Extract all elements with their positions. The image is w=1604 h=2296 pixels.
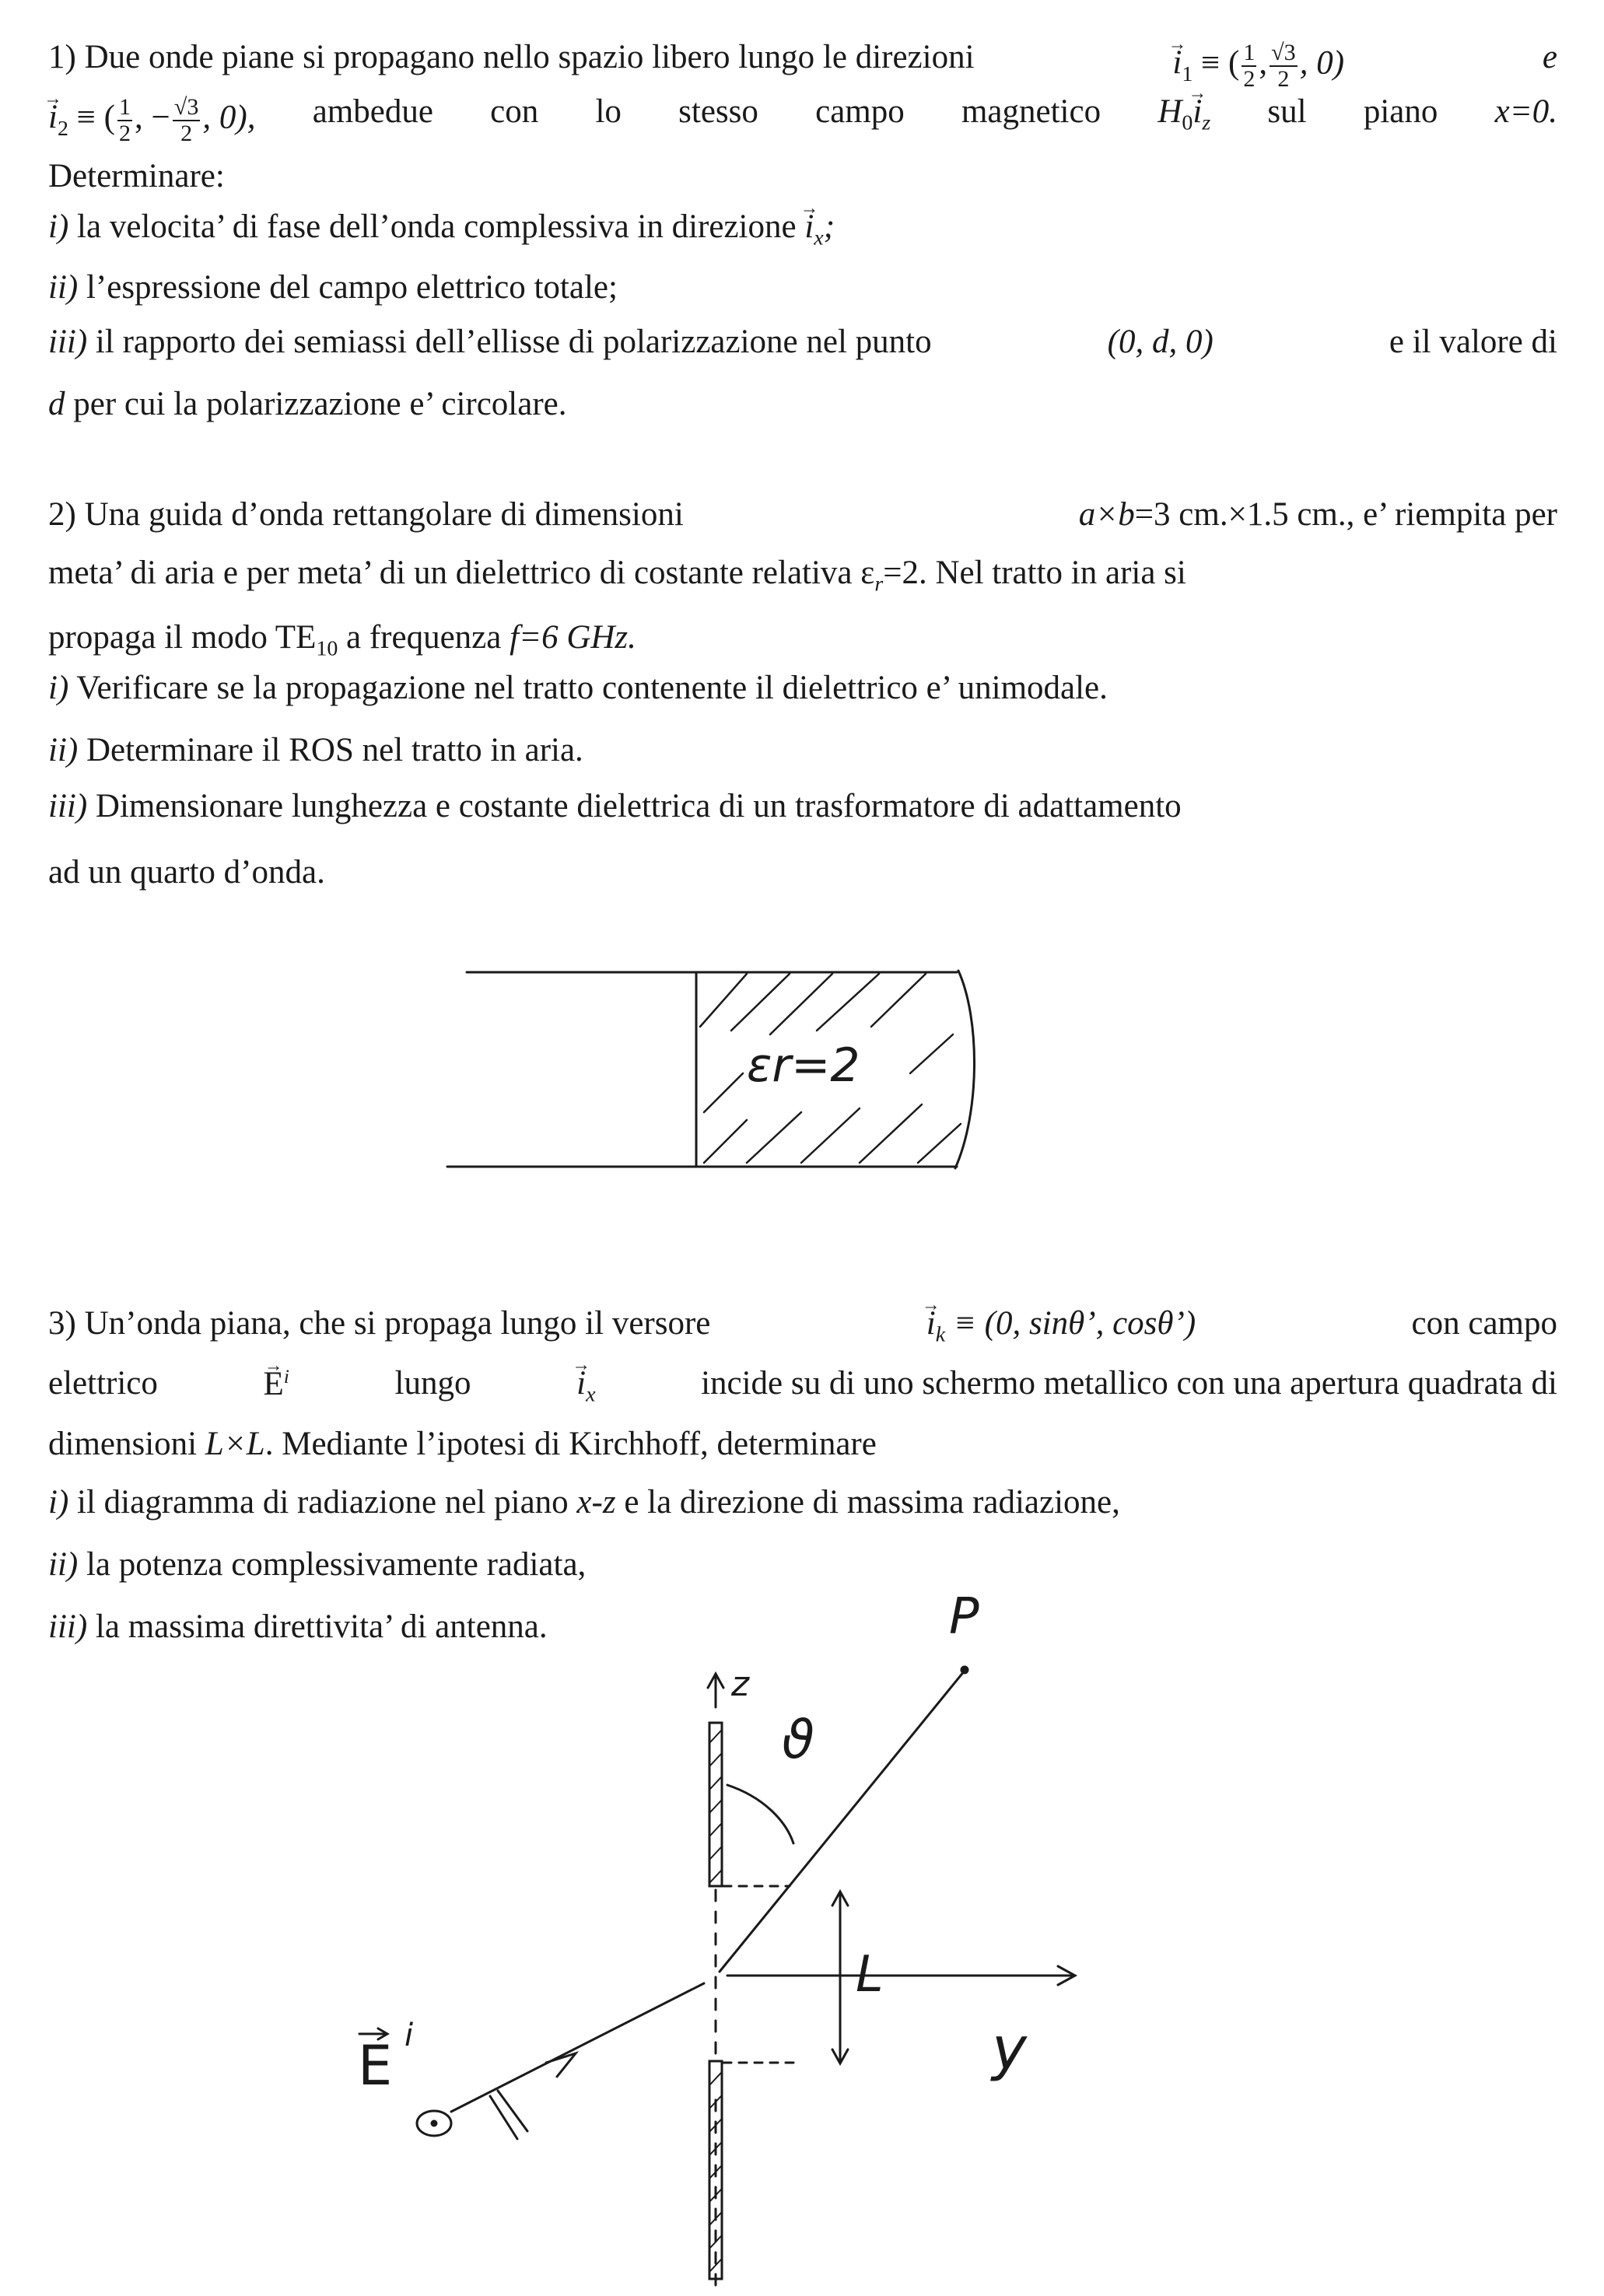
- word: piano: [1363, 93, 1438, 130]
- h0-iz: [1157, 95, 1210, 145]
- p2-item-ii: [48, 733, 583, 767]
- item-text: la massima direttivita’ di antenna.: [95, 1608, 548, 1645]
- word: magnetico: [961, 93, 1101, 130]
- vector-i2: → i: [48, 100, 58, 134]
- p3-intro-text: 3) Un’onda piana, che si propaga lungo il versore: [48, 1305, 711, 1342]
- item-label: iii): [48, 324, 88, 360]
- sup: i: [283, 1365, 289, 1388]
- item-label: iii): [48, 1608, 88, 1645]
- versor-components: ≡ (0, sinθ’, cosθ’): [953, 1305, 1196, 1342]
- p2-line-1: [48, 498, 1557, 531]
- fraction: [173, 95, 201, 145]
- item-text: per cui la polarizzazione e’ circolare.: [73, 386, 567, 422]
- sub: 1: [1182, 62, 1193, 87]
- point-P-dot: [961, 1667, 968, 1673]
- label-L: L: [856, 1946, 884, 2004]
- label-theta: ϑ: [782, 1710, 815, 1771]
- den: 2: [1243, 65, 1256, 92]
- word: con: [490, 93, 539, 130]
- p2-intro-text: 2) Una guida d’onda rettangolare di dimensioni: [48, 496, 684, 533]
- item-text: Verificare se la propagazione nel tratto contenente il dielettrico e’ unimodale.: [76, 670, 1108, 706]
- h-symbol: H: [1157, 93, 1182, 130]
- den: 2: [180, 119, 193, 146]
- freq-label: a frequenza: [346, 619, 502, 656]
- item-text: la potenza complessivamente radiata,: [86, 1546, 587, 1583]
- figure-labels: [358, 1588, 1028, 2098]
- sub: 2: [57, 117, 68, 142]
- p2-item-i: [48, 671, 1108, 705]
- p1-item-i: [48, 210, 835, 250]
- point-0d0: (0, d, 0): [1107, 324, 1214, 360]
- p2-text-tail: =2. Nel tratto in aria si: [883, 555, 1186, 591]
- p1-item-iii-cont: [48, 387, 566, 421]
- item-text: l’espressione del campo elettrico totale;: [86, 269, 618, 306]
- vector-ix: → i: [576, 1367, 586, 1400]
- wavefront-1: [498, 2091, 527, 2131]
- tail: , 0),: [202, 99, 256, 136]
- item-text: il diagramma di radiazione nel piano: [77, 1484, 569, 1521]
- p1-intro-text: 1) Due onde piane si propagano nello spazio libero lungo le direzioni: [48, 39, 975, 75]
- item-label: i): [48, 208, 69, 245]
- p3-text: incide su di uno schermo metallico con una apertura quadrata di: [701, 1365, 1557, 1402]
- plane-xz: x-z: [576, 1484, 616, 1521]
- p3-item-i: [48, 1486, 1120, 1519]
- fraction: [1242, 40, 1256, 91]
- p3-text-tail: con campo: [1411, 1305, 1557, 1342]
- d-symbol: d: [48, 386, 65, 422]
- lower-screen-hatching: [710, 2073, 721, 2271]
- aperture-figure: [327, 1587, 1105, 2287]
- p2-line-2: [48, 556, 1557, 596]
- vector-E: → E: [263, 1367, 283, 1401]
- label-P: P: [949, 1588, 979, 1646]
- item-label: i): [48, 670, 69, 706]
- item-label: ii): [48, 269, 79, 306]
- conj-e: e: [1542, 39, 1557, 75]
- incident-wave-line: [451, 1983, 704, 2112]
- observation-direction-line: [720, 1671, 965, 1972]
- p1-direction-1: → $i_1$ ≡ ( $\frac{1}{2}$ , $\frac{√3}{2}$ , 0): [1172, 40, 1344, 91]
- item-label: iii): [48, 788, 88, 824]
- word: campo: [815, 93, 905, 130]
- item-label: i): [48, 1484, 69, 1521]
- sub: z: [1202, 110, 1211, 135]
- item-text: il rapporto dei semiassi dell’ellisse di polarizzazione nel punto: [95, 324, 932, 360]
- minus: , −: [135, 99, 170, 136]
- word: stesso: [678, 93, 758, 130]
- theta-arc: [727, 1785, 793, 1843]
- frequency: f=6 GHz.: [510, 619, 636, 656]
- p2-item-iii: [48, 789, 1557, 823]
- p3-line-2: [48, 1367, 1557, 1406]
- fraction: [1270, 40, 1298, 91]
- item-label: ii): [48, 732, 79, 768]
- vector-ik: → i: [926, 1307, 936, 1340]
- item-label: ii): [48, 1546, 79, 1583]
- vector-i1: → i: [1172, 46, 1182, 79]
- sub: 10: [316, 636, 338, 661]
- p2-line-3: [48, 621, 636, 660]
- incident-arrowhead: [546, 2053, 576, 2077]
- eq-sign: ≡ (: [1201, 44, 1240, 82]
- wavefront-2: [490, 2096, 517, 2139]
- p3-line-1: [48, 1307, 1557, 1346]
- semicolon: ;: [823, 208, 835, 245]
- sub: x: [814, 226, 824, 250]
- sub: k: [935, 1322, 946, 1347]
- upper-screen: [709, 1723, 722, 1886]
- num: 1: [119, 93, 131, 120]
- sub: x: [586, 1382, 596, 1407]
- num: √3: [1271, 39, 1296, 65]
- p3-text: . Mediante l’ipotesi di Kirchhoff, determinare: [264, 1426, 877, 1462]
- p1-line-1: [48, 40, 1557, 91]
- word: ambedue: [312, 93, 433, 130]
- den: 2: [119, 119, 131, 146]
- p3-line-3: [48, 1427, 877, 1461]
- word: lungo: [394, 1365, 471, 1402]
- p1-determinare: Determinare:: [48, 158, 225, 194]
- label-z: z: [731, 1664, 750, 1704]
- p2-item-iii-cont: ad un quarto d’onda.: [48, 854, 325, 891]
- tail: , 0): [1299, 44, 1345, 82]
- eq-sign: ≡ (: [76, 99, 115, 136]
- dimensions-value: =3 cm.×1.5 cm., e’ riempita per: [1134, 496, 1557, 533]
- dielectric-label: εr=2: [747, 1038, 860, 1093]
- item-tail: e la direzione di massima radiazione,: [624, 1484, 1120, 1521]
- item-tail: e il valore di: [1389, 324, 1557, 360]
- p1-item-iii: [48, 325, 1557, 359]
- vector-ix: → i: [804, 210, 814, 243]
- p2-text: meta’ di aria e per meta’ di un dielettrico di costante relativa ε: [48, 555, 875, 591]
- p3-item-ii: [48, 1548, 586, 1581]
- item-text: la velocita’ di fase dell’onda complessiva in direzione: [77, 208, 797, 245]
- p1-line-2: [48, 95, 1557, 145]
- label-E-sup: i: [405, 2018, 414, 2053]
- num: 1: [1243, 39, 1256, 65]
- mode-text: propaga il modo TE: [48, 619, 317, 656]
- upper-screen-hatching: [710, 1731, 721, 1882]
- plane-x0: x=0.: [1494, 93, 1557, 130]
- item-text: Dimensionare lunghezza e costante dielettrica di un trasformatore di adattamento: [95, 788, 1182, 824]
- waveguide-figure: [436, 957, 1027, 1190]
- item-text: Determinare il ROS nel tratto in aria.: [86, 732, 583, 768]
- word: dimensioni: [48, 1426, 198, 1462]
- fraction: [117, 95, 132, 145]
- label-E: E: [358, 2034, 393, 2098]
- p1-item-ii: [48, 271, 618, 304]
- sub: r: [874, 572, 884, 597]
- label-y: y: [992, 2014, 1027, 2083]
- word: elettrico: [48, 1365, 158, 1402]
- p1-direction-2: [48, 95, 255, 145]
- dimensions: a×b: [1078, 496, 1135, 533]
- num: √3: [173, 93, 199, 120]
- word: lo: [595, 93, 622, 130]
- aperture-size: L×L: [205, 1426, 265, 1462]
- waveguide-break-line: [955, 971, 975, 1168]
- word: sul: [1267, 93, 1307, 130]
- vector-iz: → i: [1192, 95, 1202, 128]
- den: 2: [1277, 65, 1290, 92]
- sub: 0: [1182, 110, 1193, 135]
